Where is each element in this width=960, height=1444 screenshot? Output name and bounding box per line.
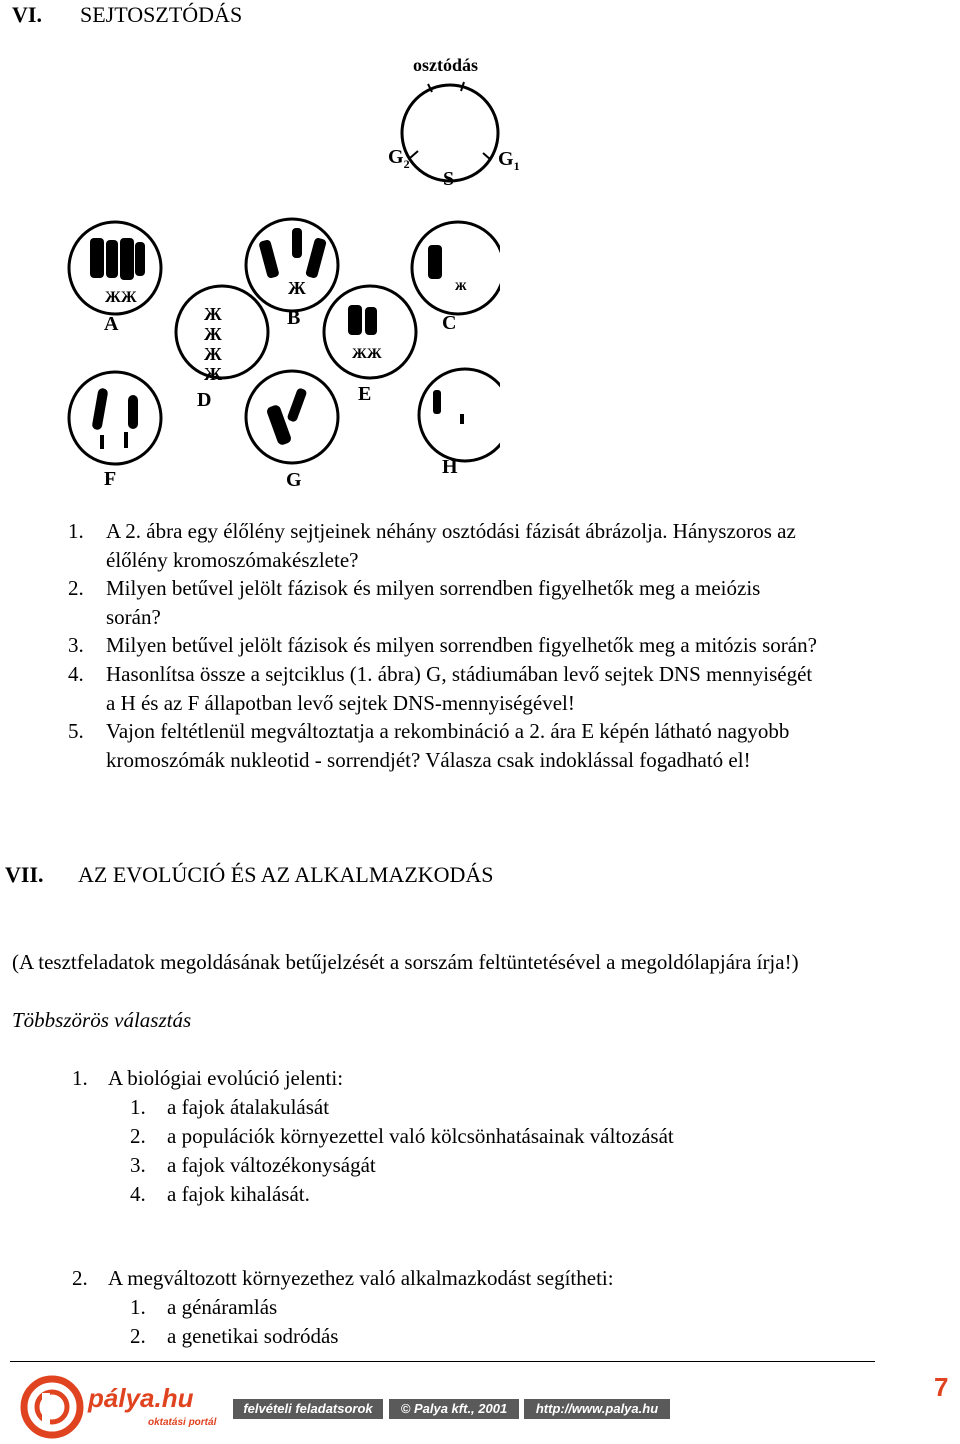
question-3: 3. Milyen betűvel jelölt fázisok és milyen sorrendben figyelhetők meg a mitózis során? xyxy=(68,633,817,657)
logo-subtext: oktatási portál xyxy=(148,1417,217,1428)
palya-logo-icon xyxy=(20,1375,84,1439)
svg-text:Ж: Ж xyxy=(288,278,306,298)
test-item-2-options xyxy=(130,1293,890,1353)
question-1: 1. A 2. ábra egy élőlény sejtjeinek néhány osztódási fázisát ábrázolja. Hányszoros az élőlény kromoszómakészlete? xyxy=(68,519,796,572)
subsection-title: Többszörös választás xyxy=(12,1008,192,1032)
cell-h xyxy=(419,369,500,461)
division-phases-figure xyxy=(60,210,500,500)
svg-text:Ж: Ж xyxy=(204,364,222,384)
cell-d xyxy=(176,286,268,378)
phase-label-b: B xyxy=(287,307,301,329)
phase-label-e: E xyxy=(358,383,372,405)
test-item-2: 2. A megváltozott környezethez való alkalmazkodást segítheti: xyxy=(72,1266,614,1290)
question-4: 4. Hasonlítsa össze a sejtciklus (1. ábra) G, stádiumában levő sejtek DNS mennyiségét a H és az F állapotban levő sejtek DNS-mennyiségével! xyxy=(68,662,813,715)
cycle-label-osztodas: osztódás xyxy=(413,55,479,75)
cycle-label-g2: $G_2$ xyxy=(388,146,410,171)
test-item-1-options xyxy=(130,1093,890,1213)
section-title: AZ EVOLÚCIÓ ÉS AZ ALKALMAZKODÁS xyxy=(78,862,494,887)
page-number: 7 xyxy=(934,1372,949,1402)
section-title: SEJTOSZTÓDÁS xyxy=(80,2,243,27)
footer-strip-url: http://www.palya.hu xyxy=(524,1399,670,1419)
svg-text:Ж: Ж xyxy=(204,344,222,364)
option: 4. a fajok kihalását. xyxy=(130,1182,310,1206)
cycle-label-g1: $G_1$ xyxy=(498,148,520,173)
phase-label-c: C xyxy=(442,312,457,334)
section-number: VI. xyxy=(12,2,42,27)
phase-label-h: H xyxy=(442,456,458,478)
cell-c xyxy=(412,222,500,314)
option: 2. a populációk környezettel való kölcsönhatásainak változását xyxy=(130,1124,674,1148)
option: 1. a fajok átalakulását xyxy=(130,1095,330,1119)
logo-text: pálya.hu xyxy=(88,1383,194,1413)
svg-text:ЖЖ: ЖЖ xyxy=(352,346,382,362)
cycle-label-s: S xyxy=(443,168,455,190)
svg-text:Ж: Ж xyxy=(204,324,222,344)
test-item-1: 1. A biológiai evolúció jelenti: xyxy=(72,1066,344,1090)
footer-strip-feladatsorok: felvételi feladatsorok xyxy=(233,1399,383,1419)
footer-strip-copyright: © Palya kft., 2001 xyxy=(389,1399,519,1419)
phase-label-d: D xyxy=(197,389,212,411)
question-2: 2. Milyen betűvel jelölt fázisok és milyen sorrendben figyelhetők meg a meiózis során? xyxy=(68,576,761,629)
footer-divider xyxy=(10,1361,875,1362)
option: 1. a génáramlás xyxy=(130,1295,278,1319)
phase-label-f: F xyxy=(104,468,117,490)
section-number: VII. xyxy=(5,862,44,887)
instruction-text: (A tesztfeladatok megoldásának betűjelzését a sorszám feltüntetésével a megoldólapjára írja!) xyxy=(12,950,799,974)
svg-text:Ж: Ж xyxy=(204,304,222,324)
phase-label-g: G xyxy=(286,469,302,491)
svg-text:ЖЖ: ЖЖ xyxy=(105,289,137,306)
question-5: 5. Vajon feltétlenül megváltoztatja a rekombináció a 2. ára E képén látható nagyobb kromoszómák nukleotid - sorrendjét? Válasza csak indoklással fogadható el! xyxy=(68,719,790,772)
phase-label-a: A xyxy=(104,313,119,335)
option: 3. a fajok változékonyságát xyxy=(130,1153,376,1177)
option: 2. a genetikai sodródás xyxy=(130,1324,339,1348)
cell-f xyxy=(69,372,161,464)
svg-text:ж: ж xyxy=(455,277,467,294)
